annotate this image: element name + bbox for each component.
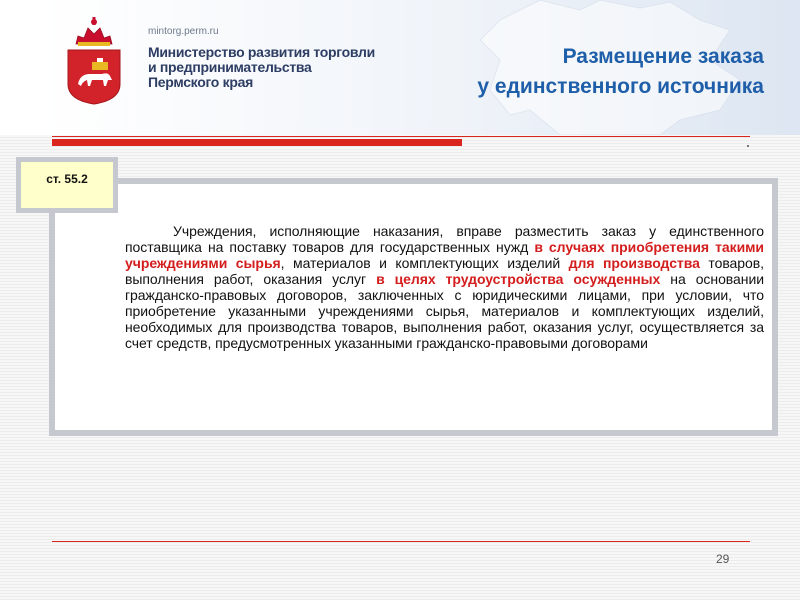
footer-divider-line — [52, 541, 750, 542]
content-panel — [55, 184, 772, 430]
slide-title: Размещение заказа у единственного источника — [477, 45, 764, 98]
site-url: mintorg.perm.ru — [148, 26, 219, 37]
article-label: ст. 55.2 — [21, 162, 113, 208]
header-accent-bar — [52, 139, 462, 146]
perm-krai-coat-of-arms-icon — [62, 14, 126, 106]
article-text — [125, 223, 764, 351]
content-frame — [49, 178, 778, 436]
ministry-name: Министерство развития торговли и предпринимательства Пермского края — [148, 44, 375, 90]
page-number: 29 — [716, 552, 730, 566]
highlight-text: для производства — [568, 255, 700, 271]
highlight-text: в целях трудоустройства осужденных — [376, 271, 661, 287]
highlight-text: в случаях приобретения такими учреждениями сырья — [125, 239, 764, 271]
slide-header — [0, 0, 800, 135]
text-segment: Учреждения, исполняющие наказания, вправе разместить заказ у единственного поставщика на поставку товаров для государственных нужд — [125, 223, 764, 255]
article-badge — [16, 157, 118, 213]
text-segment: товаров, выполнения работ, оказания услуг — [125, 255, 764, 287]
divider-end-dot — [747, 145, 749, 147]
text-segment: на основании гражданско-правовых договоров, заключенных с юридическими лицами, при условии, что приобретение указанными учреждениями сырья, материалов и комплектующих изделий, необходимых для производства товаров, выполнения работ, оказания услуг, осуществляется за счет средств, предусмотренных указанными гражданско-правовыми договорами — [125, 271, 764, 351]
text-segment: , материалов и комплектующих изделий — [280, 255, 569, 271]
header-divider-line — [52, 136, 750, 137]
